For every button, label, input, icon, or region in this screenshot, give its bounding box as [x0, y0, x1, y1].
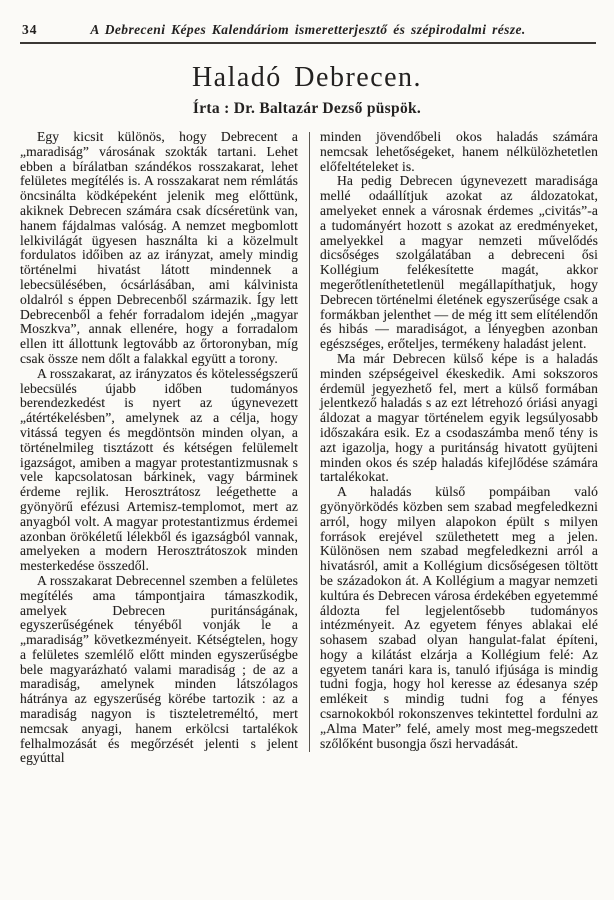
paragraph: Ha pedig Debrecen úgynevezett maradisága mellé odaállítjuk azokat az áldozatokat, amelyeket ennek a városnak érdemes „civitás”-a a tudományért hozott s azokat az eredményeket, amelyekkel a magyar nemzeti művelődés dicsőséges szolgálatában a debreceni ősi Kollégium felékesítette magát, akkor megerőtleníthetetlenül megállapíthatjuk, hogy Debrecen történelmi életének egyszerűsége csak a formákban jelenthet — de még itt sem elítélendőn és hibás — maradiságot, a lényegben azonban egészséges, erőteljes, termékeny haladást jelent. — [320, 173, 598, 352]
article-title: Haladó Debrecen. — [191, 62, 423, 93]
paragraph: A haladás külső pompáiban való gyönyörködés közben sem szabad megfeledkezni arról, hogy milyen alapokon épült s milyen források erejével születhetett meg a jelen. Különösen nem szabad megfeledkezni arról a hivatásról, amit a Kollégium dicsőségesen töltött be századokon át. A Kollégium a magyar nemzeti kultúra és Debrecen városa érdekében egyetemmé áldozta fel legjelentősebb tudományos intézményeit. Az egyetem fényes ablakai elé sohasem szabad olyan hangulat-falat építeni, hogy a kilátást elzárja a Kollégium felé: Az egyetem tanári kara is, tanuló ifjúsága is mindig tudni fogja, hogy hol keresse az édesanya szép emlékeit s mindig tudni fog a fényes csarnokokból rokonszenves tekintettel fordulni az „Alma Mater” felé, amely most meg-megszedett szőlőként busongja őszi hervadását. — [320, 484, 598, 751]
left-column — [20, 130, 298, 766]
page-header — [20, 22, 596, 44]
column-divider — [309, 132, 310, 752]
paragraph: A rosszakarat, az irányzatos és kötelességszerű lebecsülés újabb időben tudományos berendezkedést is nyert az úgynevezett „átértékelésben”, amelynek az a célja, hogy vitássá tegyen és megdöntsön minden olyan, a történelmileg tisztázott és kétségen felülemelt igazságot, amiben a magyar protestantizmusnak s vele kapcsolatosan bárkinek, vagy bárminek érdeme rejlik. Herosztrátosz leégethette a gyönyörű efézusi Artemisz-templomot, mert az anyagból volt. A magyar protestantizmus érdemei azonban örökéletű lélekből és igazságból vannak, amelyeken a modern Herosztrátoszok minden mesterkedése összedől. — [20, 365, 298, 574]
paragraph: A rosszakarat Debrecennel szemben a felületes megítélés ama támpontjaira támaszkodik, amelyek Debrecen puritánságának, egyszerűségének tényéből vonják le a „maradiság” következményeit. Kétségtelen, hogy a felületes szemlélő előtt minden egyszerűségbe bele magyarázható valami maradiság ; de az a maradiság, amelynek minden látszólagos hátránya az egyszerűség körébe tartozik : az a maradiság nagyon is tiszteletreméltó, mert nemcsak anyagi, hanem erkölcsi tartalékok felhalmozását és megőrzését jelenti s jelent egyúttal — [20, 572, 298, 766]
article-body — [20, 130, 598, 766]
running-title: A Debreceni Képes Kalendáriom ismeretterjesztő és szépirodalmi része. — [90, 22, 526, 37]
paragraph: Ma már Debrecen külső képe is a haladás minden szépségeivel ékeskedik. Ami sokszoros érdemül jegyezhető fel, mert a külső formában jelentkező haladás s az ezt létrehozó óriási anyagi áldozat a magyar történelem egyik legsúlyosabb időszakára esik. Ez a csodaszámba menő tény is azt igazolja, hogy a puritánság hivatott gyüjteni minden okos és szép haladás kifejlődése számára tartalékokat. — [320, 350, 598, 485]
article-byline: Írta : Dr. Baltazár Dezső püspök. — [192, 100, 422, 117]
paragraph: minden jövendőbeli okos haladás számára nemcsak lehetőségeket, hanem nélkülözhetetlen előfeltételeket is. — [320, 129, 598, 174]
paragraph: Egy kicsit különös, hogy Debrecent a „maradiság” városának szokták tartani. Lehet ebben a bírálatban szándékos rosszakarat, lehet felületes megítélés is. A rosszakarat nem rémlátás öncsinálta ködképeként jelenik meg előttünk, akiknek Debrecen számára csak dícséretünk van, hanem fájdalmas valóság. A nemzet megbomlott lelkivilágát ügyesen használta ki a közelmult fordulatos időiben az az irányzat, amely mindig történelmi hivatást látott mindennek a lebecsülésében, ócsárlásában, ami kálvinista oldalról s éppen Debrecenből származik. Így lett Debrecenből a fehér forradalom idején „magyar Moszkva”, annak ellenére, hogy a forradalom ellen itt állottunk legtovább az őrtoronyban, míg csak össze nem dőlt a falakkal együtt a torony. — [20, 129, 298, 366]
right-column — [320, 130, 598, 766]
page-number: 34 — [22, 22, 38, 37]
